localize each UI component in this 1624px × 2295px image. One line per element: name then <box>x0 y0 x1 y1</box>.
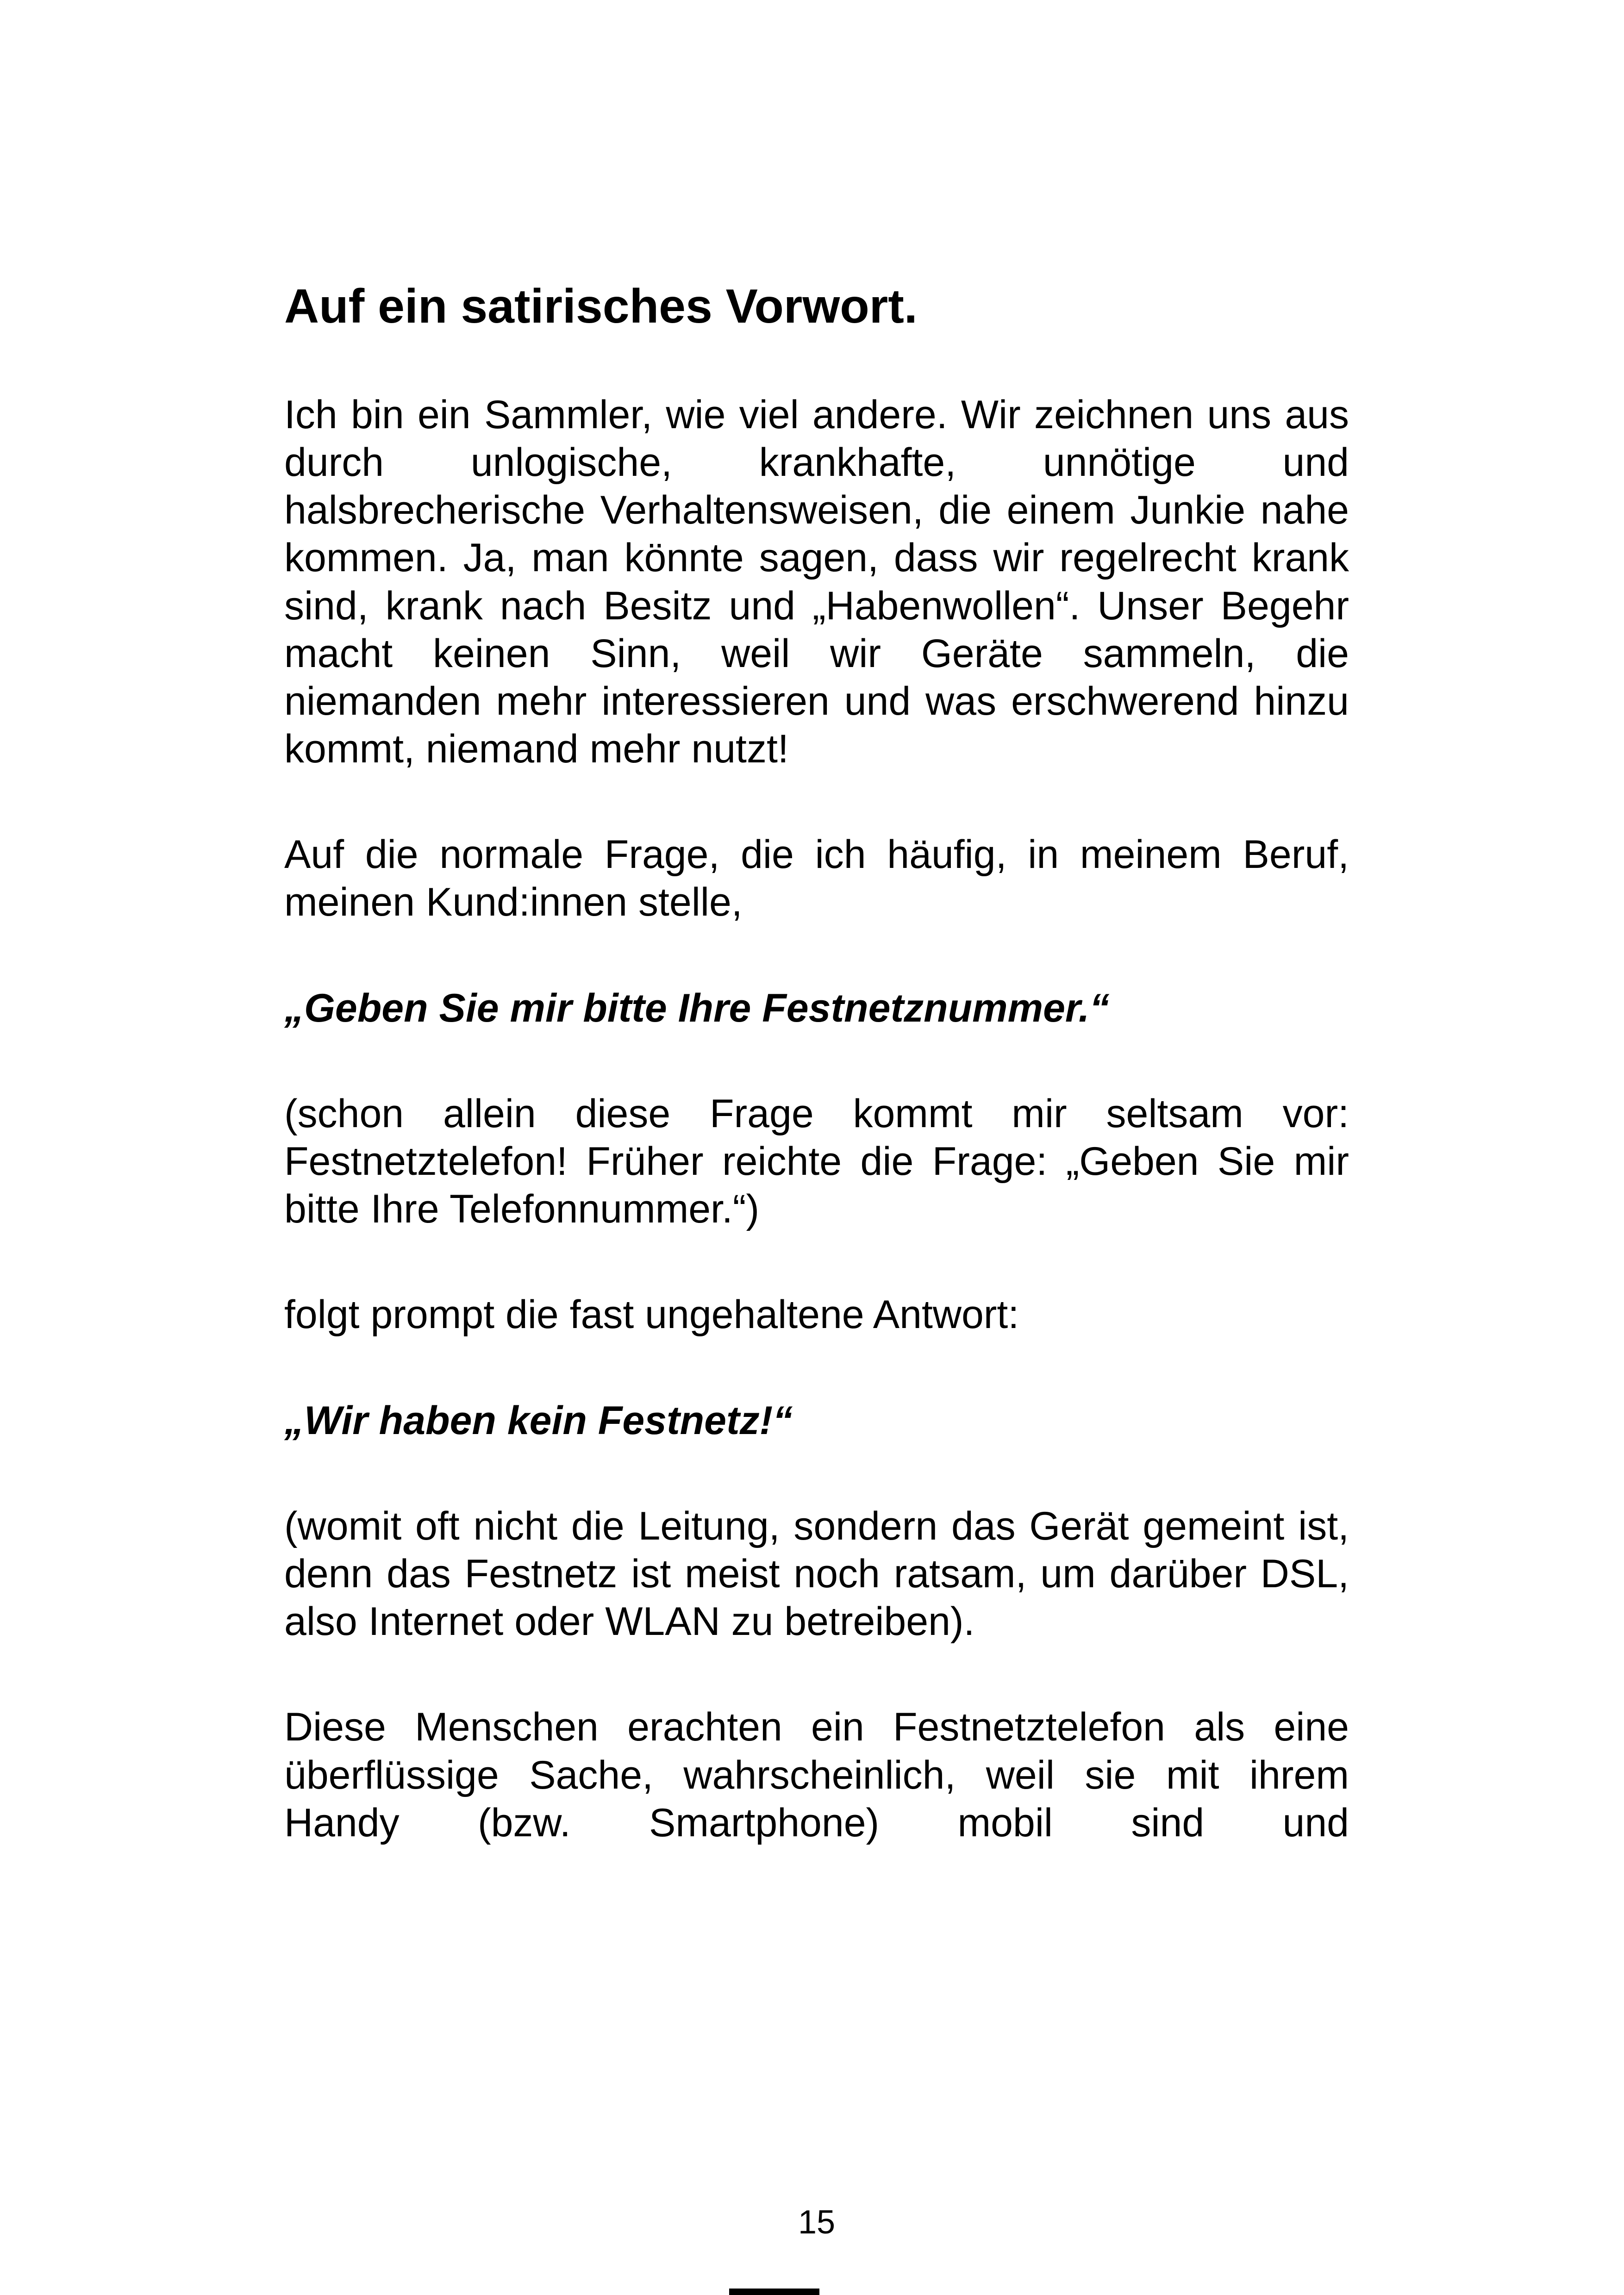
chapter-heading: Auf ein satirisches Vorwort. <box>284 280 918 333</box>
body-paragraph: Ich bin ein Sammler, wie viel andere. Wir zeichnen uns aus durch unlogische, krankhafte, unnötige und halsbrecherische Verhaltensweisen, die einem Junkie nahe kommen. Ja, man könnte sagen, dass wir regelrecht krank sind, krank nach Besitz und „Habenwollen“. Unser Begehr macht keinen Sinn, weil wir Geräte sammeln, die niemanden mehr interessieren und was erschwerend hinzu kommt, niemand mehr nutzt! <box>284 392 1349 772</box>
scan-artifact-bar <box>729 2289 819 2295</box>
body-paragraph: folgt prompt die fast ungehaltene Antwort: <box>284 1292 1019 1337</box>
body-paragraph: (schon allein diese Frage kommt mir seltsam vor: Festnetztelefon! Früher reichte die Frage: „Geben Sie mir bitte Ihre Telefonnummer.“) <box>284 1091 1349 1232</box>
quote-paragraph: „Wir haben kein Festnetz!“ <box>284 1398 793 1443</box>
body-paragraph: (womit oft nicht die Leitung, sondern das Gerät gemeint ist, denn das Festnetz ist meist noch ratsam, um darüber DSL, also Internet oder WLAN zu betreiben). <box>284 1503 1349 1644</box>
body-paragraph: Diese Menschen erachten ein Festnetztelefon als eine überflüssige Sache, wahrscheinlich, weil sie mit ihrem Handy (bzw. Smartphone) mobil sind und <box>284 1705 1349 1845</box>
page-number: 15 <box>798 2204 836 2241</box>
quote-paragraph: „Geben Sie mir bitte Ihre Festnetznummer.“ <box>284 985 1110 1030</box>
page-content <box>284 278 1349 1847</box>
body-paragraph: Auf die normale Frage, die ich häufig, in meinem Beruf, meinen Kund:innen stelle, <box>284 832 1349 925</box>
